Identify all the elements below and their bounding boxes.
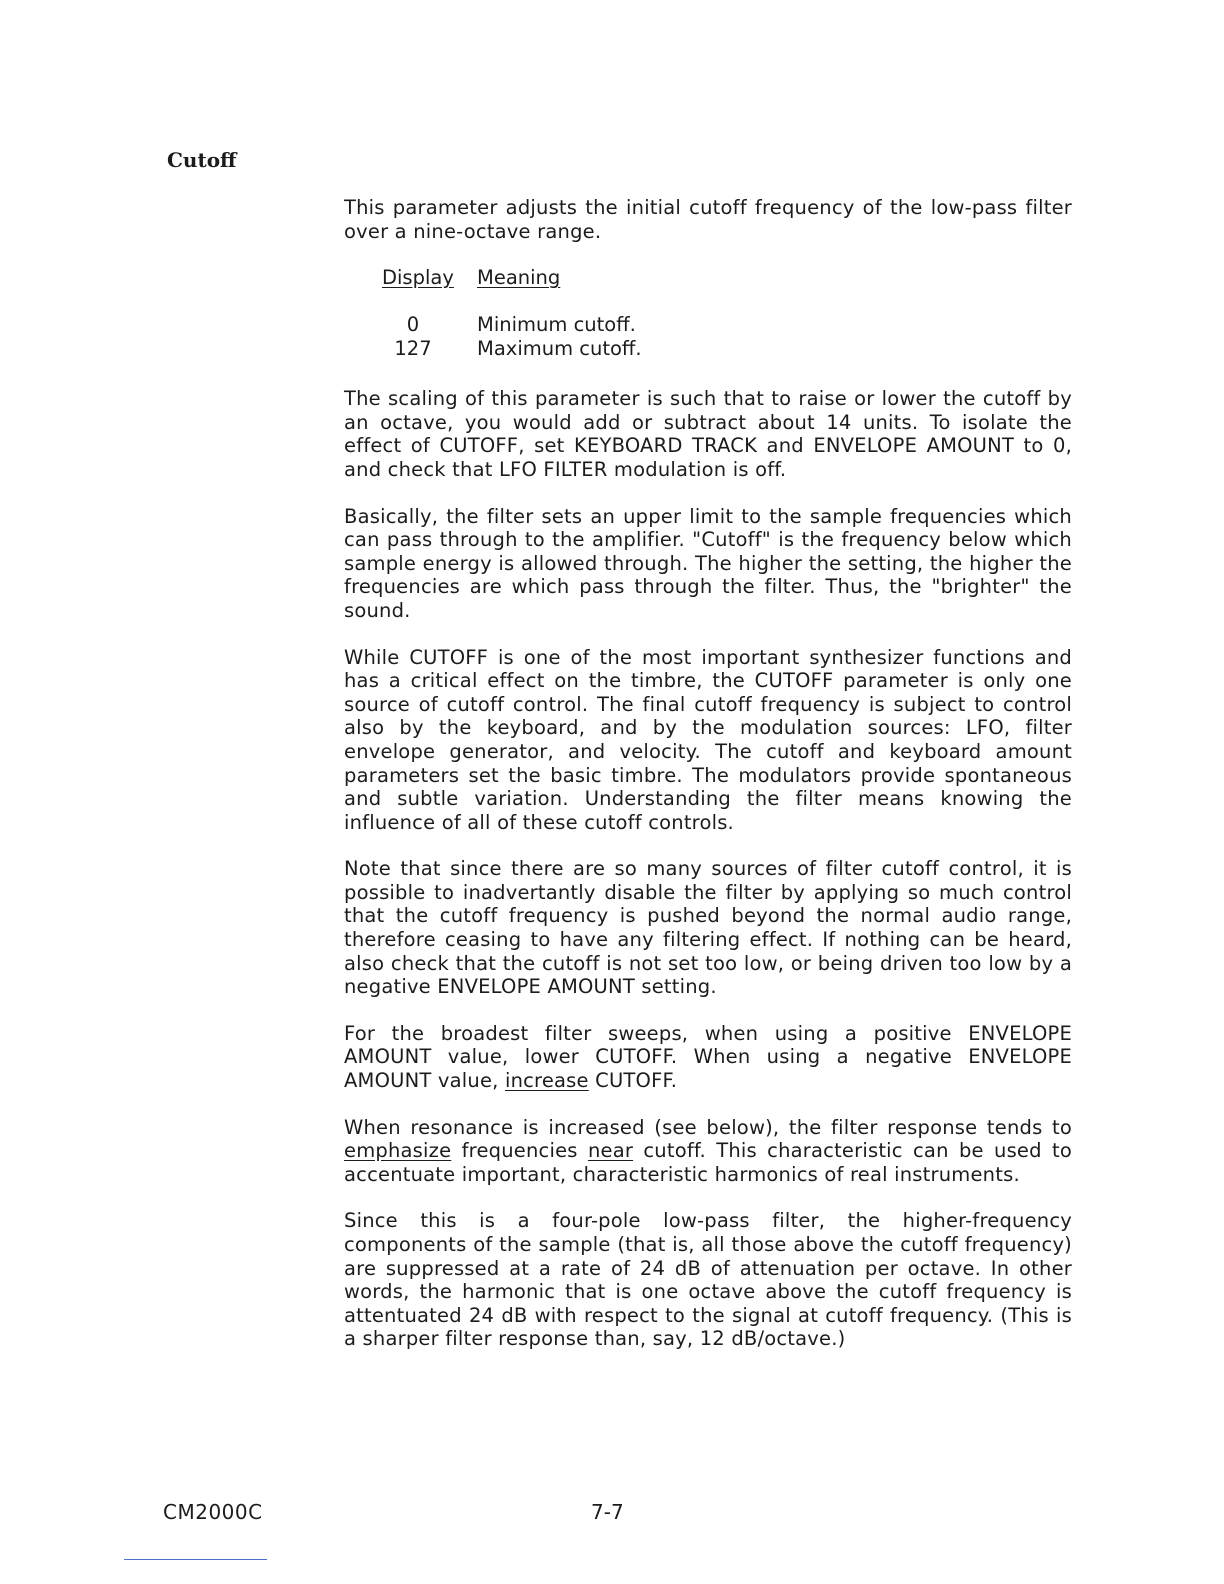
document-id: CM2000C [163, 1500, 263, 1524]
body-text [344, 196, 1072, 1374]
header-meaning: Meaning [477, 266, 561, 290]
emphasis-near: near [587, 1139, 634, 1163]
note-paragraph: Note that since there are so many sources of filter cutoff control, it is possible to inadvertantly disable the filter by applying so much control that the cutoff frequency is pushed beyond the normal audio range, therefore ceasing to have any filtering effect. If nothing can be heard, also check that the cutoff is not set too low, or being driven too low by a negative ENVELOPE AMOUNT setting. [344, 857, 1072, 999]
broadest-text-start: For the broadest filter sweeps, when using a positive ENVELOPE AMOUNT value, lower CUTOFF. When using a negative ENVELOPE AMOUNT value, [344, 1021, 1072, 1093]
resonance-text-end: cutoff. This characteristic can be used to accentuate important, characteristic harmonics of real instruments. [344, 1139, 1072, 1186]
row-meaning: Minimum cutoff. [477, 313, 636, 337]
resonance-text-mid: frequencies [451, 1139, 588, 1163]
row-display: 0 [406, 313, 420, 337]
intro-paragraph: This parameter adjusts the initial cutoff frequency of the low-pass filter over a nine-octave range. [344, 196, 1072, 243]
header-display: Display [382, 266, 454, 290]
section-heading: Cutoff [167, 148, 237, 172]
table-row [382, 337, 1072, 361]
value-table [382, 266, 1072, 361]
fourpole-paragraph: Since this is a four-pole low-pass filter, the higher-frequency components of the sample (that is, all those above the cutoff frequency) are suppressed at a rate of 24 dB of attenuation per octave. In other words, the harmonic that is one octave above the cutoff frequency is attentuated 24 dB with respect to the signal at cutoff frequency. (This is a sharper filter response than, say, 12 dB/octave.) [344, 1209, 1072, 1351]
scan-edge-line [124, 1559, 267, 1560]
table-header [382, 266, 1072, 290]
row-display: 127 [394, 337, 432, 361]
basically-paragraph: Basically, the filter sets an upper limit to the sample frequencies which can pass through to the amplifier. "Cutoff" is the frequency below which sample energy is allowed through. The higher the setting, the higher the frequencies are which pass through the filter. Thus, the "brighter" the sound. [344, 504, 1072, 622]
row-meaning: Maximum cutoff. [477, 337, 642, 361]
broadest-paragraph [344, 1022, 1072, 1093]
page-number: 7-7 [591, 1500, 624, 1524]
modulation-paragraph: While CUTOFF is one of the most important synthesizer functions and has a critical effect on the timbre, the CUTOFF parameter is only one source of cutoff control. The final cutoff frequency is subject to control also by the keyboard, and by the modulation sources: LFO, filter envelope generator, and velocity. The cutoff and keyboard amount parameters set the basic timbre. The modulators provide spontaneous and subtle variation. Understanding the filter means knowing the influence of all of these cutoff controls. [344, 645, 1072, 834]
resonance-text-start: When resonance is increased (see below), the filter response tends to [344, 1115, 1072, 1139]
emphasis-increase: increase [504, 1069, 589, 1093]
emphasis-emphasize: emphasize [344, 1139, 452, 1163]
broadest-text-end: CUTOFF. [588, 1069, 678, 1093]
scaling-paragraph: The scaling of this parameter is such that to raise or lower the cutoff by an octave, you would add or subtract about 14 units. To isolate the effect of CUTOFF, set KEYBOARD TRACK and ENVELOPE AMOUNT to 0, and check that LFO FILTER modulation is off. [344, 387, 1072, 481]
table-row [382, 313, 1072, 337]
resonance-paragraph [344, 1116, 1072, 1187]
